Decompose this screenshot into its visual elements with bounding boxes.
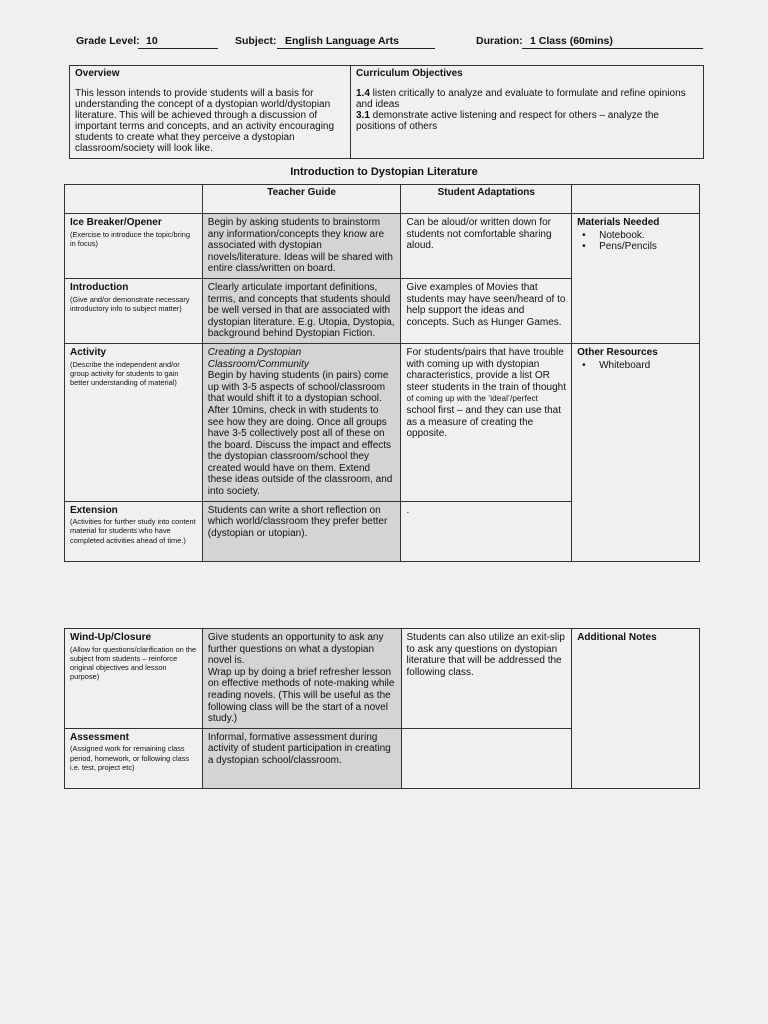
icebreaker-label: Ice Breaker/Opener (70, 217, 162, 228)
resources-title: Other Resources (577, 346, 658, 358)
plan-title: Introduction to Dystopian Literature (290, 166, 478, 178)
windup-teacher-text-b: Wrap up by doing a brief refresher lesson on effective methods of note-making while reading novels. (This will be useful as the following class will be the start of a novel study.) (207, 666, 395, 725)
assessment-student (401, 728, 572, 788)
empty-header-cell (65, 185, 203, 214)
activity-student-text-a: For students/pairs that have trouble with coming up with dystopian characteristics, provide a list OR steer students in the train of thought (406, 346, 567, 393)
overview-text: This lesson intends to provide students will a basis for understanding the concept of a dystopian world/dystopian literature. This will be achieved through a discussion of important terms and concepts, and an activity encouraging students to create what they perceive a dystopian classroom/society will look like. (75, 87, 335, 155)
resources-cell (572, 343, 700, 561)
additional-notes-title: Additional Notes (577, 632, 657, 643)
introduction-label: Introduction (70, 281, 129, 293)
extension-student: . (401, 501, 572, 561)
activity-note: (Describe the independent and/or group activity for students to gain better understanding of material) (70, 359, 180, 387)
introduction-note: (Give and/or demonstrate necessary introductory info to subject matter) (70, 294, 190, 313)
activity-teacher-title: Creating a Dystopian Classroom/Community (207, 346, 309, 370)
icebreaker-note: (Exercise to introduce the topic/bring in focus) (70, 229, 190, 248)
icebreaker-teacher: Begin by asking students to brainstorm any information/concepts they know are associated with dystopian novels/literature. Ideas will be shared with entire class/written on board. (202, 214, 401, 279)
icebreaker-label-cell (65, 214, 203, 279)
overview-title: Overview (75, 68, 120, 79)
empty-header-cell (572, 185, 700, 214)
objectives-cell (351, 66, 704, 159)
windup-label: Wind-Up/Closure (70, 632, 152, 643)
duration-value: 1 Class (60mins) (522, 35, 703, 49)
materials-list (577, 230, 694, 253)
assessment-label-cell (65, 728, 203, 788)
grade-level-label: Grade Level: (76, 35, 140, 47)
extension-label-cell (65, 501, 203, 561)
introduction-label-cell (65, 278, 203, 343)
objective-item: 3.1 demonstrate active listening and respect for others – analyze the positions of others (356, 109, 659, 132)
materials-item: • Notebook. (577, 230, 694, 242)
extension-teacher: Students can write a short reflection on which world/classroom they prefer better (dystopian or utopian). (202, 501, 401, 561)
subject-value: English Language Arts (277, 35, 435, 49)
assessment-teacher: Informal, formative assessment during activity of student participation in creating a dystopian school/classroom. (202, 728, 401, 788)
overview-cell (70, 66, 351, 159)
extension-note: (Activities for further study into content material for students who have completed activities ahead of time.) (70, 517, 196, 545)
grade-level-value: 10 (138, 35, 218, 49)
closure-table (64, 628, 700, 789)
extension-label: Extension (70, 504, 118, 516)
windup-student: Students can also utilize an exit-slip to ask any questions on dystopian literature that will be addressed the following class. (401, 629, 572, 729)
activity-teacher-text: Begin by having students (in pairs) come up with 3-5 aspects of school/classroom that would shift it to a dystopian school. After 10mins, check in with students to see how they are doing. Once all groups have 3-5 collectively post all of these on the board. Discuss the impact and effects the dystopian classroom/school they created would have on them. Extend these ideas outside of the classroom, and into society. (207, 370, 393, 498)
additional-notes-cell (572, 629, 700, 789)
assessment-label: Assessment (70, 731, 129, 743)
materials-title: Materials Needed (577, 217, 660, 228)
subject-label: Subject: (235, 35, 277, 47)
lesson-plan-table (64, 184, 700, 562)
objective-item: 1.4 listen critically to analyze and evaluate to formulate and refine opinions and ideas (356, 87, 686, 110)
activity-student-text-mono: of coming up with the ‘ideal’/perfect (406, 394, 539, 404)
duration-label: Duration: (476, 35, 523, 47)
objectives-title: Curriculum Objectives (356, 68, 463, 79)
windup-label-cell (65, 629, 203, 729)
activity-student-text-b: school first – and they can use that as a measure of creating the opposite. (406, 404, 562, 440)
activity-label: Activity (70, 346, 107, 358)
materials-cell (572, 214, 700, 344)
resources-item: • Whiteboard (577, 360, 694, 372)
introduction-teacher: Clearly articulate important definitions, terms, and concepts that students should be well versed in that are associated with dystopian literature. E.g. Utopia, Dystopia, background behind Dystopian Fiction. (202, 278, 401, 343)
student-adaptations-header: Student Adaptations (401, 185, 572, 214)
activity-teacher (202, 343, 401, 501)
teacher-guide-header: Teacher Guide (202, 185, 401, 214)
activity-label-cell (65, 343, 203, 501)
assessment-note: (Assigned work for remaining class period, homework, or following class i.e. test, project etc) (70, 744, 190, 772)
windup-teacher (202, 629, 401, 729)
resources-list (577, 360, 694, 372)
materials-item: • Pens/Pencils (577, 241, 694, 253)
activity-student (401, 343, 572, 501)
windup-note: (Allow for questions/clarification on the subject from students – reinforce original objectives and lesson purpose) (70, 644, 197, 682)
icebreaker-student: Can be aloud/or written down for students not comfortable sharing aloud. (401, 214, 572, 279)
windup-teacher-text-a: Give students an opportunity to ask any further questions on what a dystopian novel is. (207, 632, 384, 667)
overview-table (69, 65, 704, 159)
introduction-student: Give examples of Movies that students may have seen/heard of to help support the ideas and concepts. Such as Hunger Games. (401, 278, 572, 343)
